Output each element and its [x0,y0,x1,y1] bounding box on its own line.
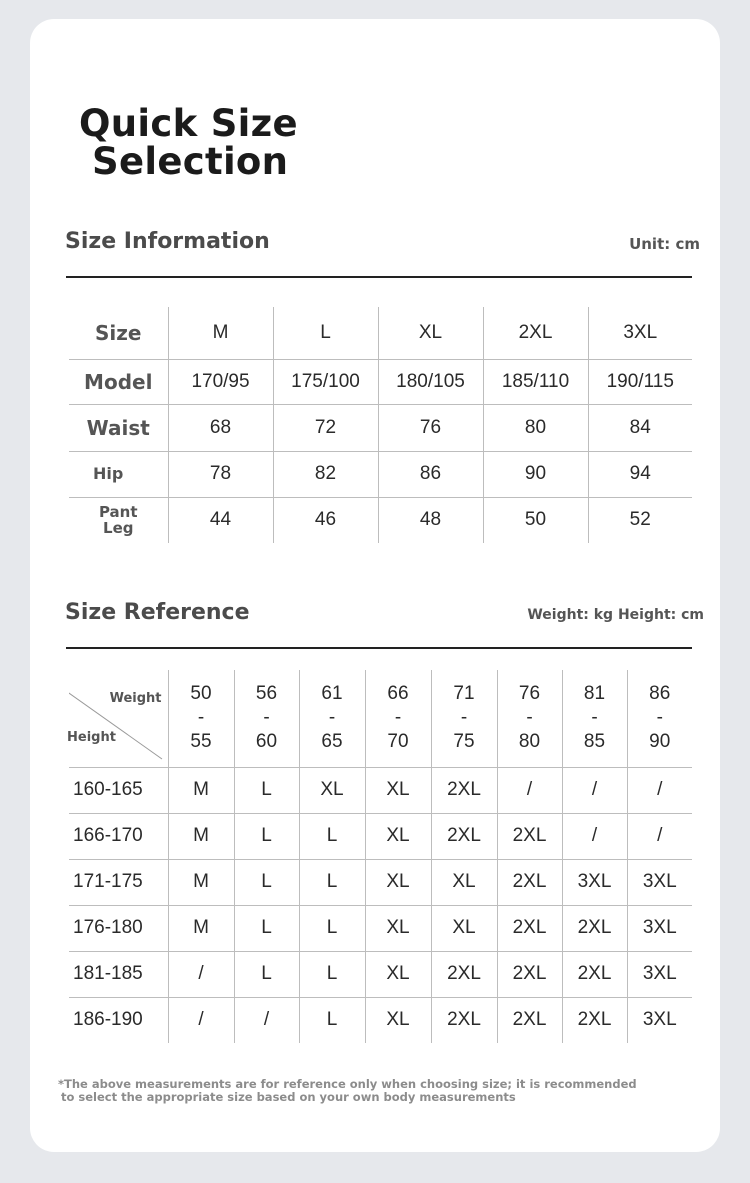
table-row [69,767,692,813]
table-cell: XL [365,767,431,813]
table-cell: 190/115 [588,359,692,404]
weight-dash: - [526,707,533,729]
size-ref-heading: Size Reference [65,600,250,625]
table-cell: 3XL [627,951,692,997]
corner-cell [69,670,168,767]
weight-max: 85 [583,731,606,753]
table-row [69,905,692,951]
table-cell: 185/110 [483,359,588,404]
weight-dash: - [656,707,663,729]
table-cell: 170/95 [168,359,273,404]
table-cell: / [168,951,234,997]
table-cell: 52 [588,497,692,543]
table-cell: L [299,813,365,859]
table-cell: XL [365,951,431,997]
size-info-heading: Size Information [65,229,270,254]
weight-range-cell [431,670,497,767]
size-header-row [69,307,692,359]
height-range: 171-175 [69,859,168,905]
pant-leg-label-line1: Pant [98,503,138,522]
table-cell: 48 [378,497,483,543]
diagonal-line [69,670,168,767]
weight-range-cell [497,670,562,767]
table-cell: L [299,859,365,905]
weight-max: 60 [255,731,278,753]
table-cell: 2XL [431,997,497,1043]
table-cell: L [234,859,299,905]
table-cell: 175/100 [273,359,378,404]
model-row [69,359,692,404]
height-label: Height [67,730,116,745]
disclaimer-note [58,1078,678,1104]
table-cell: 76 [378,404,483,451]
weight-min: 66 [387,683,409,705]
table-cell: M [168,859,234,905]
size-ref-unit: Weight: kg Height: cm [527,607,704,623]
table-cell: 3XL [627,905,692,951]
table-cell: 3XL [562,859,627,905]
table-cell: 50 [483,497,588,543]
weight-dash: - [328,707,336,729]
weight-max: 75 [453,731,475,753]
table-cell: XL [365,905,431,951]
table-cell: 2XL [431,951,497,997]
table-cell: / [234,997,299,1043]
height-range: 181-185 [69,951,168,997]
table-cell: 46 [273,497,378,543]
weight-label: Weight [109,691,162,706]
row-header-pant-leg [69,497,168,543]
size-col-3xl: 3XL [588,307,692,359]
table-cell: / [627,813,692,859]
waist-row [69,404,692,451]
weight-min: 56 [255,683,278,705]
table-cell: L [234,905,299,951]
row-header-model: Model [69,359,168,404]
table-cell: 2XL [497,905,562,951]
table-row [69,813,692,859]
table-cell: 90 [483,451,588,497]
weight-range-cell [234,670,299,767]
table-cell: 2XL [497,859,562,905]
table-cell: XL [365,859,431,905]
table-cell: M [168,767,234,813]
table-row [69,951,692,997]
table-cell: XL [299,767,365,813]
height-range: 176-180 [69,905,168,951]
table-cell: 2XL [562,905,627,951]
size-ref-divider [66,647,692,649]
weight-range-cell [168,670,234,767]
table-cell: / [562,767,627,813]
table-cell: 2XL [497,813,562,859]
table-cell: XL [365,997,431,1043]
size-guide-card [30,19,720,1152]
page-title-line1: Quick Size [79,102,298,145]
size-col-m: M [168,307,273,359]
disclaimer-line2: to select the appropriate size based on your own body measurements [61,1090,516,1104]
table-cell: 2XL [497,951,562,997]
table-cell: M [168,813,234,859]
weight-range-cell [627,670,692,767]
weight-dash: - [591,707,598,729]
weight-max: 70 [387,731,409,753]
table-cell: XL [431,859,497,905]
disclaimer-line1: *The above measurements are for reference only when choosing size; it is recommended [58,1077,637,1091]
table-cell: 2XL [431,767,497,813]
weight-min: 81 [583,683,606,705]
hip-row [69,451,692,497]
weight-min: 50 [190,683,212,705]
weight-dash: - [197,707,205,729]
table-cell: 82 [273,451,378,497]
table-cell: / [168,997,234,1043]
weight-min: 76 [518,683,541,705]
row-header-hip: Hip [69,451,168,497]
table-cell: 3XL [627,997,692,1043]
table-cell: XL [365,813,431,859]
table-cell: 72 [273,404,378,451]
weight-range-cell [365,670,431,767]
size-info-table [69,307,692,543]
table-row [69,859,692,905]
size-info-unit: Unit: cm [629,235,700,253]
weight-header-row [69,670,692,767]
table-cell: 2XL [562,951,627,997]
table-cell: / [562,813,627,859]
height-range: 160-165 [69,767,168,813]
weight-max: 55 [190,731,212,753]
table-cell: 86 [378,451,483,497]
table-cell: 2XL [497,997,562,1043]
weight-dash: - [394,707,402,729]
size-info-divider [66,276,692,278]
table-cell: 2XL [562,997,627,1043]
table-cell: L [299,951,365,997]
table-cell: 2XL [431,813,497,859]
weight-range-cell [299,670,365,767]
table-cell: 3XL [627,859,692,905]
size-col-l: L [273,307,378,359]
table-cell: XL [431,905,497,951]
table-row [69,997,692,1043]
page-title [79,102,298,183]
weight-dash: - [460,707,468,729]
pant-leg-row [69,497,692,543]
table-cell: L [234,813,299,859]
table-cell: 80 [483,404,588,451]
pant-leg-label-line2: Leg [103,519,134,538]
page-title-line2: Selection [92,140,289,183]
table-cell: 68 [168,404,273,451]
table-cell: 78 [168,451,273,497]
height-range: 186-190 [73,1009,143,1031]
table-cell: 84 [588,404,692,451]
size-col-2xl: 2XL [483,307,588,359]
table-cell: M [168,905,234,951]
size-ref-table [69,670,692,1043]
table-cell: L [299,997,365,1043]
weight-max: 65 [321,731,343,753]
height-range: 166-170 [69,813,168,859]
weight-min: 71 [453,683,475,705]
size-col-xl: XL [378,307,483,359]
row-header-waist: Waist [69,404,168,451]
table-cell: L [234,951,299,997]
weight-range-cell [562,670,627,767]
table-cell: L [299,905,365,951]
weight-min: 61 [321,683,343,705]
table-cell: / [497,767,562,813]
table-cell: 44 [168,497,273,543]
table-cell: 94 [588,451,692,497]
table-cell: 180/105 [378,359,483,404]
weight-dash: - [263,707,270,729]
table-cell: / [627,767,692,813]
weight-min: 86 [649,683,671,705]
table-cell: L [234,767,299,813]
weight-max: 90 [649,731,671,753]
weight-max: 80 [518,731,541,753]
row-header-size: Size [69,307,168,359]
